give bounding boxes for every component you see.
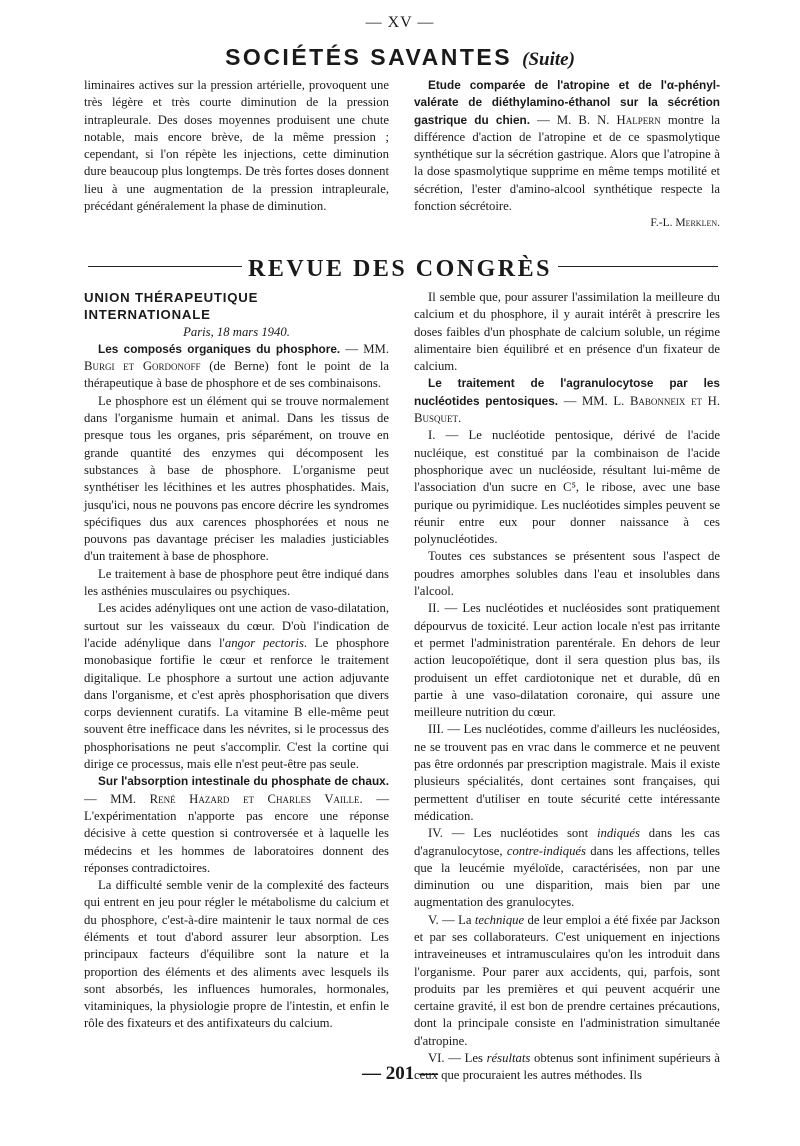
paragraph-text: IV. — Les nucléotides sont bbox=[428, 826, 597, 841]
paragraph bbox=[414, 912, 720, 1050]
paragraph bbox=[414, 825, 720, 911]
running-header bbox=[0, 44, 800, 71]
bottom-left-column bbox=[84, 289, 389, 1033]
abstract-agranulocytose bbox=[414, 375, 720, 427]
section-title bbox=[0, 256, 800, 283]
abstract-text: (de Berne) font le point de la thérapeutique à base de phosphore et de ses combinaisons. bbox=[84, 359, 389, 391]
paragraph: III. — Les nucléotides, comme d'ailleurs les nucléosides, ne se trouvent pas en vrac dans le commerce et ne peuvent pas être ordonnés par prescription magistrale. Mais il existe plusieurs spécialités, dont certaines sont françaises, qui permettent d'utiliser en toute sécurité cette intéressante médication. bbox=[414, 722, 720, 823]
running-suite: (Suite) bbox=[522, 49, 575, 70]
abstract-authors: — MM. L. Babonneix et H. Busquet. bbox=[414, 393, 721, 426]
abstract-heading: Sur l'absorption intestinale du phosphate de chaux. bbox=[98, 774, 389, 789]
italic-term: indiqués bbox=[596, 826, 640, 841]
italic-term: angor pectoris bbox=[224, 635, 304, 650]
abstract-authors: — MM. René Hazard et Charles Vaille. bbox=[84, 791, 363, 806]
top-left-column bbox=[84, 77, 389, 215]
section-title-text: REVUE DES CONGRÈS bbox=[242, 256, 558, 282]
italic-term: résultats bbox=[486, 1051, 531, 1066]
abstract-authors: — M. B. N. Halpern bbox=[537, 112, 661, 127]
italic-term: technique bbox=[474, 912, 525, 927]
top-right-column bbox=[414, 77, 720, 233]
abstract-etude-atropine bbox=[414, 77, 720, 215]
continued-paragraph: liminaires actives sur la pression artérielle, provoquent une très légère et très courte diminution de la pression intrapleurale. Des doses moyennes produisent une chute notable, mais encore brève, de la même pression ; cependant, si l'on répète les injections, cette diminution dure beaucoup plus longtemps. De très fortes doses donnent lieu à une augmentation de la pression intrapleurale, précédant généralement la phase de diminution. bbox=[84, 78, 389, 214]
paragraph: II. — Les nucléotides et nucléosides sont pratiquement dépourvus de toxicité. Leur action locale n'est pas irritante et permet l'administration parentérale. En dehors de leur action leucopoïétique, dont il sera question plus bas, ils produisent un effet cardiotonique net et durable, dû en partie à une vaso-dilatation coronaire, qui assure une meilleure nutrition du cœur. bbox=[414, 601, 720, 720]
paragraph-text: de leur emploi a été fixée par Jackson et par ses collaborateurs. C'est uniquement en injections intraveineuses et intramusculaires qu'on les introduit dans l'organisme. Pour parer aux accidents, qui, parfois, sont produits par les premières et qui peuvent acquérir une certaine gravité, il est bon de prendre certaines précautions, dont la principale consiste en l'administration simultanée d'atropine. bbox=[414, 912, 720, 1048]
abstract-text: montre la différence d'action de l'atropine et de ce spasmolytique synthétique sur la sécrétion gastrique. Alors que l'atropine à la dose spasmolytique supprime en même temps motilité et sécrétion, l'ester d'amino-alcool synthétique respecte la fonction sécrétoire. bbox=[414, 112, 721, 214]
paragraph: Le phosphore est un élément qui se trouve normalement dans l'organisme humain et animal. Dans les tissus de presque tous les organes, pris séparément, on trouve en grande quantité des enzymes qui décomposent les substances à base de phosphore. L'organisme peut synthétiser les lécithines et les autres phosphatides. Mais, jusqu'ici, nous ne pouvons pas encore décrire les syndromes spécifiques dus aux carences phosphorées et nous ne pouvons pas davantage préciser les maladies justiciables d'un traitement à base de phosphore. bbox=[84, 393, 389, 564]
paragraph: Le traitement à base de phosphore peut être indiqué dans les asthénies musculaires ou psychiques. bbox=[84, 566, 389, 599]
roman-page-number: — XV — bbox=[365, 14, 435, 31]
abstract-phosphore bbox=[84, 341, 389, 393]
paragraph: Toutes ces substances se présentent sous l'aspect de poudres amorphes solubles dans l'eau et insolubles dans l'alcool. bbox=[414, 549, 720, 599]
paragraph-text: obtenus sont infiniment supérieurs à ceux que procuraient les autres méthodes. Ils bbox=[414, 1051, 720, 1083]
running-title: SOCIÉTÉS SAVANTES bbox=[225, 44, 513, 70]
abstract-phosphate-chaux bbox=[84, 773, 389, 877]
paragraph: Il semble que, pour assurer l'assimilation la meilleure du calcium et du phosphore, il y aurait intérêt à prescrire les doses faibles d'un phosphate de calcium soluble, un régime alimentaire bien équilibré et en présence d'un fixateur de calcium. bbox=[414, 290, 720, 374]
paragraph-text: VI. — Les bbox=[428, 1051, 487, 1066]
paragraph-text: . Le phosphore monobasique fortifie le cœur et renforce le traitement digitalique. Le phosphore a surtout une action adjuvante dans l'organisme, et c'est après phosphorisation que divers corps deviennent curatifs. La vitamine B elle-même peut souvent être inefficace dans les névrites, si le processus des phosphorisations ne peut s'accomplir. C'est la cortine qui dirige ce processus, mais elle n'est peut-être pas seule. bbox=[84, 635, 389, 772]
italic-term: contre-indiqués bbox=[506, 843, 586, 858]
page-number: — 201 — bbox=[362, 1063, 438, 1084]
paragraph-text: Les acides adényliques ont une action de vaso-dilatation, surtout sur les vaisseaux du cœur. D'où l'indication de l'acide adénylique dans l' bbox=[84, 601, 389, 650]
paragraph: I. — Le nucléotide pentosique, dérivé de l'acide nucléique, est constitué par la combinaison de l'acide phosphorique avec un nucléoside, résultant lui-même de l'association d'un sucre en C⁵, le ribose, avec une base purique ou pyrimidique. Les nucléotides simples peuvent se réunir entre eux pour donner naissance à ces polynucléotides. bbox=[414, 428, 720, 547]
paragraph bbox=[84, 600, 389, 773]
paragraph: La difficulté semble venir de la complexité des facteurs qui entrent en jeu pour régler le métabolisme du calcium et du phosphore, c'est-à-dire maintenir le taux normal de ces éléments et tout d'abord assurer leur absorption. Les principaux facteurs d'équilibre sont la nature et la proportion des éléments et des aliments avec lesquels ils sont absorbés, les influences humorales, hormonales, vitaminiques, la physiologie propre de l'intestin, et enfin le rôle des fixateurs et des antifixateurs du calcium. bbox=[84, 878, 389, 1031]
dateline: Paris, 18 mars 1940. bbox=[183, 324, 290, 339]
abstract-heading: Le traitement de l'agranulocytose par les nucléotides pentosiques. bbox=[414, 376, 720, 408]
abstract-heading: Les composés organiques du phosphore. bbox=[98, 341, 341, 356]
paragraph-text: dans les affections, telles que la leucémie myéloïde, caractérisées, non par une diminution ou une disparition, mais bien par une augmentation des granulocytes. bbox=[414, 843, 720, 910]
paragraph-text: V. — La bbox=[428, 912, 475, 927]
paragraph-text: dans les cas d'agranulocytose, bbox=[414, 826, 720, 858]
abstract-text: — L'expérimentation n'apporte pas encore une réponse décisive à cette question si controversée et à laquelle les médecins et les hommes de laboratoires donnent des réponses contradictoires. bbox=[84, 791, 389, 875]
author-signature: F.-L. Merklen. bbox=[650, 217, 720, 230]
abstract-heading: Etude comparée de l'atropine et de l'α-phényl-valérate de diéthylamino-éthanol sur la sécrétion gastrique du chien. bbox=[414, 78, 720, 127]
subsection-title: UNION THÉRAPEUTIQUE INTERNATIONALE bbox=[84, 290, 259, 323]
abstract-authors: — MM. Burgi et Gordonoff bbox=[84, 341, 390, 374]
bottom-right-column bbox=[414, 289, 720, 1085]
